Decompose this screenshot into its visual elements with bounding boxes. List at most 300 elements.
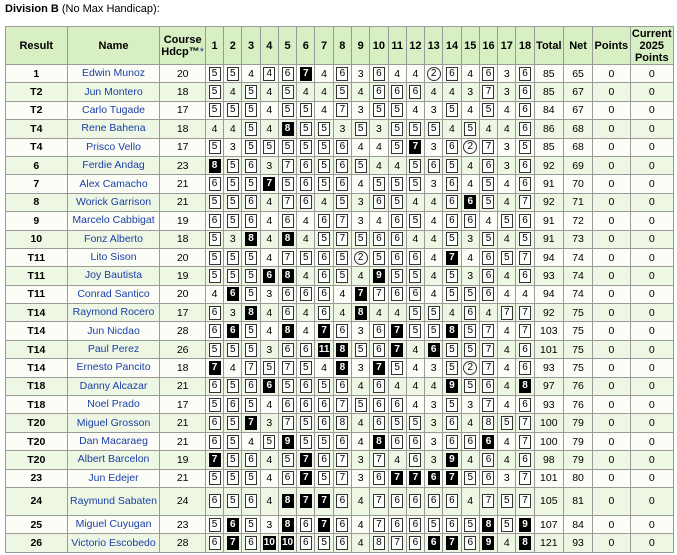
hole-score-cell [425, 138, 443, 156]
hole-score: 6 [336, 324, 348, 338]
hole-score-cell [315, 175, 333, 193]
hole-score: 4 [467, 251, 474, 264]
hole-score: 6 [519, 159, 531, 173]
hole-score-cell [224, 193, 242, 211]
hole-score-cell [425, 377, 443, 395]
hole-score-cell [388, 193, 406, 211]
hole-score-cell [516, 414, 534, 432]
hole-score: 6 [446, 435, 458, 449]
hole-score-cell [370, 101, 388, 119]
hole-score: 3 [266, 417, 273, 430]
result-cell: 24 [6, 487, 68, 515]
hole-score-cell [352, 248, 370, 266]
hole-score: 3 [503, 86, 510, 99]
course-hdcp-cell: 17 [160, 101, 205, 119]
player-name-link[interactable]: Marcelo Cabbigat [67, 212, 160, 230]
hole-score: 4 [339, 288, 346, 301]
hole-score: 3 [467, 86, 474, 99]
hole-score: 4 [412, 233, 419, 246]
hole-score-cell [352, 432, 370, 450]
table-row [6, 267, 674, 285]
hole-score-cell [443, 285, 461, 303]
header-course-hdcp[interactable] [160, 27, 205, 65]
table-row [6, 156, 674, 174]
hole-score-cell [224, 322, 242, 340]
result-cell: T20 [6, 432, 68, 450]
points-cell: 0 [593, 175, 630, 193]
hole-score-cell [297, 322, 315, 340]
hole-score: 5 [391, 269, 403, 283]
hole-score: 5 [464, 471, 476, 485]
hole-score-cell [443, 487, 461, 515]
hole-score: 9 [446, 453, 458, 467]
hole-score: 6 [409, 494, 421, 508]
hole-score: 6 [209, 306, 221, 320]
hole-score-cell [516, 285, 534, 303]
hole-score-cell [297, 377, 315, 395]
hole-score-cell [461, 83, 479, 101]
result-cell: T14 [6, 359, 68, 377]
hole-score-cell [388, 83, 406, 101]
hole-score: 6 [282, 287, 294, 301]
hole-score: 4 [449, 86, 455, 99]
hole-score-cell [461, 175, 479, 193]
player-name-link[interactable]: Jun Edejer [67, 469, 160, 487]
hole-score-cell [352, 515, 370, 533]
hole-score-cell [242, 193, 260, 211]
hole-score: 5 [409, 122, 421, 136]
hole-score: 4 [321, 361, 328, 374]
course-hdcp-cell: 21 [160, 377, 205, 395]
course-hdcp-cell: 18 [160, 359, 205, 377]
player-name-link[interactable]: Conrad Santico [67, 285, 160, 303]
current-points-cell: 0 [630, 322, 673, 340]
hole-score: 4 [503, 178, 510, 191]
net-cell: 93 [563, 534, 592, 552]
points-cell: 0 [593, 138, 630, 156]
hole-score: 4 [467, 417, 474, 430]
hole-score-cell [443, 322, 461, 340]
hole-score-cell [370, 377, 388, 395]
hole-score-cell [205, 83, 223, 101]
hole-score: 7 [300, 67, 312, 81]
hole-score-cell [388, 285, 406, 303]
hole-score: 5 [300, 416, 312, 430]
hole-score: 6 [209, 416, 221, 430]
hole-score: 6 [409, 85, 421, 99]
net-cell: 76 [563, 377, 592, 395]
hole-score-cell [498, 230, 516, 248]
hole-score: 6 [318, 453, 330, 467]
hole-score: 4 [248, 67, 254, 80]
hole-score-cell [406, 138, 424, 156]
hole-score-cell [224, 175, 242, 193]
hole-score-cell [516, 212, 534, 230]
header-hole: 8 [333, 27, 351, 65]
header-hole: 12 [406, 27, 424, 65]
hole-score-cell [278, 120, 296, 138]
hole-score-cell [242, 175, 260, 193]
hole-score-cell [516, 101, 534, 119]
hole-score-cell [461, 212, 479, 230]
hole-score: 6 [336, 518, 348, 532]
hole-score-cell [242, 451, 260, 469]
hole-score-cell [352, 285, 370, 303]
hole-score-cell [516, 377, 534, 395]
hole-score-cell [370, 285, 388, 303]
hole-score-cell [461, 396, 479, 414]
hole-score-cell [315, 248, 333, 266]
player-name-link[interactable]: Albert Barcelon [67, 451, 160, 469]
hole-score: 5 [391, 122, 403, 136]
hole-score: 5 [391, 140, 403, 154]
current-points-cell: 0 [630, 65, 673, 83]
hole-score: 3 [430, 435, 437, 448]
hole-score: 4 [430, 251, 437, 264]
hole-score: 4 [485, 306, 492, 319]
hole-score: 7 [318, 324, 330, 338]
hole-score: 4 [430, 269, 437, 282]
hole-score-cell [479, 396, 497, 414]
player-name-link[interactable]: Noel Prado [67, 396, 160, 414]
player-name-link[interactable]: Miguel Grosson [67, 414, 160, 432]
hole-score-cell [205, 65, 223, 83]
player-name-link[interactable]: Danny Alcazar [67, 377, 160, 395]
hole-score: 6 [519, 343, 531, 357]
hole-score-cell [242, 340, 260, 358]
hole-score-cell [352, 101, 370, 119]
hole-score-cell [479, 451, 497, 469]
hole-score: 4 [266, 306, 273, 319]
hole-score: 8 [446, 324, 458, 338]
total-cell: 94 [534, 285, 563, 303]
hole-score-cell [260, 414, 278, 432]
hole-score: 4 [375, 141, 382, 154]
header-current-points[interactable]: Current 2025 Points [631, 27, 672, 64]
table-row [6, 469, 674, 487]
hole-score: 4 [321, 86, 328, 99]
hole-score: 4 [211, 288, 218, 301]
hole-score: 4 [430, 288, 437, 301]
hole-score: 7 [300, 494, 312, 508]
hole-score: 5 [519, 232, 531, 246]
player-name-link[interactable]: Ferdie Andag [67, 156, 160, 174]
hole-score: 9 [446, 379, 458, 393]
player-name-link[interactable]: Miguel Cuyugan [67, 515, 160, 533]
hole-score: 6 [391, 85, 403, 99]
player-name-link[interactable]: Jun Nicdao [67, 322, 160, 340]
hole-score-cell [479, 212, 497, 230]
hole-score: 5 [464, 122, 476, 136]
hole-score-cell [498, 285, 516, 303]
hole-score: 6 [428, 471, 440, 485]
hole-score-cell [260, 487, 278, 515]
hole-score-cell [242, 248, 260, 266]
hole-score-cell [205, 285, 223, 303]
hole-score: 7 [519, 471, 531, 485]
hole-score: 5 [209, 103, 221, 117]
hole-score: 4 [503, 453, 510, 466]
hole-score-cell [443, 340, 461, 358]
hole-score-cell [278, 359, 296, 377]
player-name-link[interactable]: Dan Macaraeg [67, 432, 160, 450]
hole-score: 5 [336, 251, 348, 265]
hole-score-cell [498, 248, 516, 266]
hole-score: 6 [282, 471, 294, 485]
player-name-link[interactable]: Rene Bahena [67, 120, 160, 138]
hole-score-cell [498, 469, 516, 487]
hole-score-cell [516, 432, 534, 450]
player-name-link[interactable]: Prisco Vello [67, 138, 160, 156]
hole-score: 5 [409, 159, 421, 173]
total-cell: 94 [534, 248, 563, 266]
header-total[interactable]: Total [534, 27, 563, 65]
hole-score: 7 [409, 471, 421, 485]
net-cell: 80 [563, 469, 592, 487]
hole-score-cell [260, 322, 278, 340]
hole-score: 5 [263, 140, 275, 154]
hole-score-cell [278, 212, 296, 230]
hole-score: 5 [209, 67, 221, 81]
hole-score: 6 [373, 232, 385, 246]
hole-score-cell [370, 83, 388, 101]
header-result[interactable]: Result [6, 27, 68, 65]
hole-score-cell [388, 304, 406, 322]
player-name-link[interactable]: Worick Garrison [67, 193, 160, 211]
hole-score-cell [333, 340, 351, 358]
hole-score: 4 [430, 214, 437, 227]
hole-score: 6 [464, 536, 476, 550]
points-cell: 0 [593, 534, 630, 552]
player-name-link[interactable]: Fonz Alberto [67, 230, 160, 248]
hole-score-cell [516, 175, 534, 193]
hole-score: 7 [391, 343, 403, 357]
hole-score: 6 [282, 343, 294, 357]
player-name-link[interactable]: Alex Camacho [67, 175, 160, 193]
hole-score: 7 [282, 195, 294, 209]
hole-score-cell [315, 212, 333, 230]
hole-score-cell [479, 487, 497, 515]
hole-score-cell [278, 340, 296, 358]
hole-score-cell [461, 285, 479, 303]
hole-score-cell [406, 230, 424, 248]
hole-score: 6 [227, 324, 239, 338]
hole-score-cell [498, 175, 516, 193]
net-cell: 74 [563, 285, 592, 303]
result-cell: 7 [6, 175, 68, 193]
hole-score: 7 [373, 287, 385, 301]
hole-score-cell [242, 230, 260, 248]
hole-score-cell [297, 230, 315, 248]
net-cell: 68 [563, 138, 592, 156]
points-cell: 0 [593, 322, 630, 340]
header-course-hdcp-link[interactable]: * [199, 45, 205, 58]
hole-score-cell [406, 469, 424, 487]
hole-score-cell [406, 377, 424, 395]
hole-score: 6 [464, 435, 476, 449]
hole-score-cell [498, 377, 516, 395]
hole-score: 5 [245, 85, 257, 99]
player-name-link[interactable]: Joy Bautista [67, 267, 160, 285]
hole-score-cell [205, 359, 223, 377]
net-cell: 74 [563, 267, 592, 285]
hole-score: 5 [282, 177, 294, 191]
hole-score-cell [516, 469, 534, 487]
hole-score-cell [205, 432, 223, 450]
hole-score: 6 [300, 379, 312, 393]
hole-score: 6 [209, 177, 221, 191]
player-name-link[interactable]: Victorio Escobedo [67, 534, 160, 552]
hole-score: 5 [428, 306, 440, 320]
hole-score-cell [425, 156, 443, 174]
course-hdcp-cell: 18 [160, 120, 205, 138]
hole-score-cell [315, 340, 333, 358]
hole-score-cell [242, 83, 260, 101]
hole-score-cell [388, 175, 406, 193]
player-name-link[interactable]: Carlo Tugade [67, 101, 160, 119]
hole-score-cell [425, 340, 443, 358]
hole-score-cell [352, 359, 370, 377]
hole-score: 6 [336, 379, 348, 393]
hole-score-cell [242, 487, 260, 515]
hole-score: 7 [482, 140, 494, 154]
hole-score: 3 [266, 343, 273, 356]
net-cell: 68 [563, 120, 592, 138]
hole-score: 7 [336, 453, 348, 467]
hole-score-cell [461, 359, 479, 377]
net-cell: 70 [563, 175, 592, 193]
player-name-link[interactable]: Raymund Sabaten [67, 487, 160, 515]
net-cell: 75 [563, 304, 592, 322]
net-cell: 79 [563, 414, 592, 432]
hole-score-cell [278, 83, 296, 101]
hole-score: 4 [394, 67, 401, 80]
hole-score-cell [297, 138, 315, 156]
hole-score-cell [516, 156, 534, 174]
hole-score-cell [406, 487, 424, 515]
course-hdcp-cell: 17 [160, 396, 205, 414]
hole-score: 4 [467, 453, 474, 466]
hole-score-cell [205, 304, 223, 322]
hole-score: 6 [409, 435, 421, 449]
player-name-link[interactable]: Lito Sison [67, 248, 160, 266]
header-name[interactable]: Name [67, 27, 160, 65]
result-cell: 25 [6, 515, 68, 533]
hole-score-cell [406, 515, 424, 533]
hole-score-cell [443, 175, 461, 193]
hole-score-cell [370, 120, 388, 138]
header-hole: 9 [352, 27, 370, 65]
hole-score-cell [205, 138, 223, 156]
hole-score: 4 [522, 288, 528, 301]
result-cell: 26 [6, 534, 68, 552]
hole-score: 5 [318, 122, 330, 136]
hole-score-cell [498, 83, 516, 101]
hole-score: 7 [300, 453, 312, 467]
hole-score: 5 [373, 251, 385, 265]
hole-score: 3 [430, 141, 437, 154]
hole-score: 5 [501, 416, 513, 430]
hole-score-cell [333, 230, 351, 248]
hole-score: 5 [300, 361, 312, 375]
hole-score-cell [205, 120, 223, 138]
hole-score-cell [242, 534, 260, 552]
hole-score-cell [333, 304, 351, 322]
hole-score-cell [461, 377, 479, 395]
hole-score-cell [260, 340, 278, 358]
hole-score: 6 [282, 67, 294, 81]
player-name-link[interactable]: Jun Montero [67, 83, 160, 101]
course-hdcp-cell: 19 [160, 212, 205, 230]
hole-score-cell [352, 451, 370, 469]
result-cell: T20 [6, 451, 68, 469]
hole-score-cell [370, 193, 388, 211]
hole-score-cell [370, 230, 388, 248]
player-name-link[interactable]: Edwin Munoz [67, 65, 160, 83]
hole-score-cell [205, 101, 223, 119]
hole-score: 5 [464, 287, 476, 301]
hole-score: 5 [446, 269, 458, 283]
hole-score: 4 [449, 306, 455, 319]
hole-score-cell [352, 469, 370, 487]
current-points-cell: 0 [630, 101, 673, 119]
header-hole: 2 [224, 27, 242, 65]
hole-score-cell [406, 193, 424, 211]
hole-score: 8 [282, 324, 294, 338]
hole-score: 6 [209, 435, 221, 449]
hole-score: 5 [318, 536, 330, 550]
hole-score: 5 [428, 122, 440, 136]
current-points-cell: 0 [630, 285, 673, 303]
hole-score: 7 [446, 251, 458, 265]
hole-score: 5 [355, 159, 367, 173]
hole-score: 2 [354, 251, 368, 265]
hole-score-cell [443, 304, 461, 322]
hole-score: 5 [245, 398, 257, 412]
hole-score-cell [479, 101, 497, 119]
header-net[interactable]: Net [563, 27, 592, 65]
header-points[interactable]: Points [593, 27, 630, 65]
hole-score-cell [224, 487, 242, 515]
player-name-link[interactable]: Ernesto Pancito [67, 359, 160, 377]
hole-score-cell [370, 156, 388, 174]
hole-score-cell [461, 267, 479, 285]
hole-score-cell [278, 515, 296, 533]
player-name-link[interactable]: Raymond Rocero [67, 304, 160, 322]
hole-score: 8 [373, 435, 385, 449]
division-title: Division B [5, 3, 59, 15]
hole-score: 5 [245, 177, 257, 191]
hole-score: 5 [446, 287, 458, 301]
hole-score: 5 [227, 494, 239, 508]
hole-score: 6 [446, 416, 458, 430]
hole-score: 4 [357, 141, 364, 154]
player-name-link[interactable]: Paul Perez [67, 340, 160, 358]
hole-score-cell [516, 193, 534, 211]
hole-score-cell [333, 120, 351, 138]
hole-score-cell [461, 487, 479, 515]
hole-score: 4 [357, 518, 364, 531]
hole-score: 5 [245, 251, 257, 265]
hole-score-cell [498, 414, 516, 432]
hole-score-cell [352, 230, 370, 248]
course-hdcp-cell: 17 [160, 304, 205, 322]
hole-score: 5 [355, 232, 367, 246]
hole-score-cell [425, 515, 443, 533]
hole-score: 5 [209, 471, 221, 485]
current-points-cell: 0 [630, 515, 673, 533]
hole-score: 5 [300, 140, 312, 154]
